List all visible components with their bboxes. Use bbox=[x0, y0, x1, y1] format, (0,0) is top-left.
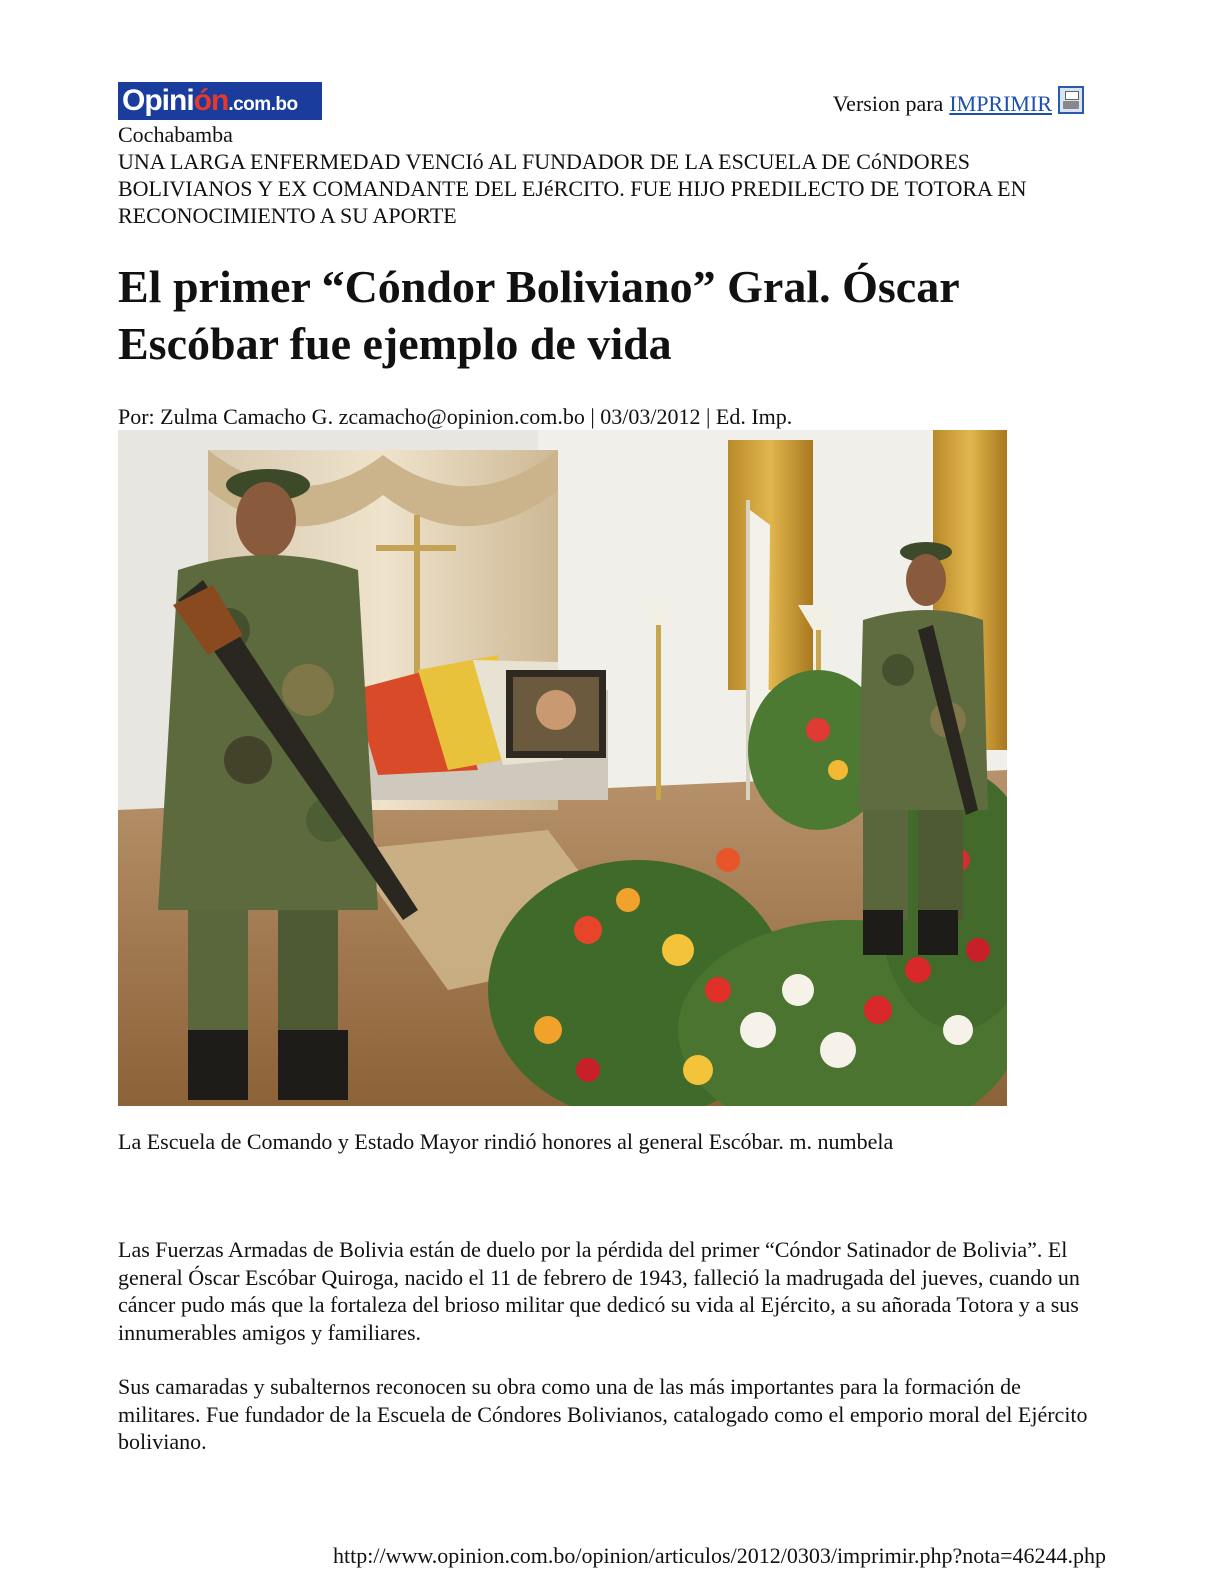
article-kicker: UNA LARGA ENFERMEDAD VENCIó AL FUNDADOR DE LA ESCUELA DE CóNDORES BOLIVIANOS Y EX COMANDANTE DEL EJéRCITO. FUE HIJO PREDILECTO DE TOTORA EN RECONOCIMIENTO A SU APORTE bbox=[118, 149, 1027, 228]
article-photo bbox=[118, 430, 1007, 1106]
funeral-honor-guard-photo bbox=[118, 430, 1007, 1106]
logo-domain-text: .com.bo bbox=[228, 94, 298, 115]
article-byline: Por: Zulma Camacho G. zcamacho@opinion.com.bo | 03/03/2012 | Ed. Imp. bbox=[118, 404, 793, 429]
article-body bbox=[118, 1236, 1088, 1483]
paragraph: Sus camaradas y subalternos reconocen su obra como una de las más importantes para la formación de militares. Fue fundador de la Escuela de Cóndores Bolivianos, catalogado como el emporio moral del Ejército boliviano. bbox=[118, 1374, 1088, 1454]
print-version bbox=[833, 90, 1084, 118]
page-url: http://www.opinion.com.bo/opinion/articulos/2012/0303/imprimir.php?nota=46244.php bbox=[333, 1543, 1106, 1568]
photo-caption: La Escuela de Comando y Estado Mayor rindió honores al general Escóbar. m. numbela bbox=[118, 1129, 894, 1154]
print-prefix: Version para bbox=[832, 91, 944, 116]
section-label: Cochabamba bbox=[118, 122, 233, 147]
printer-icon[interactable] bbox=[1058, 86, 1084, 114]
paragraph: Las Fuerzas Armadas de Bolivia están de duelo por la pérdida del primer “Cóndor Satinador de Bolivia”. El general Óscar Escóbar Quiroga, nacido el 11 de febrero de 1943, falleció la madrugada del jueves, cuando un cáncer pudo más que la fortaleza del brioso militar que dedicó su vida al Ejército, a su añorada Totora y a sus innumerables amigos y familiares. bbox=[118, 1237, 1080, 1345]
article-headline: El primer “Cóndor Boliviano” Gral. Óscar Escóbar fue ejemplo de vida bbox=[118, 261, 959, 369]
logo-accent-text: ón bbox=[193, 84, 229, 117]
site-logo[interactable] bbox=[118, 82, 322, 120]
logo-main-text: Opini bbox=[122, 84, 194, 117]
print-link[interactable]: IMPRIMIR bbox=[949, 91, 1052, 116]
